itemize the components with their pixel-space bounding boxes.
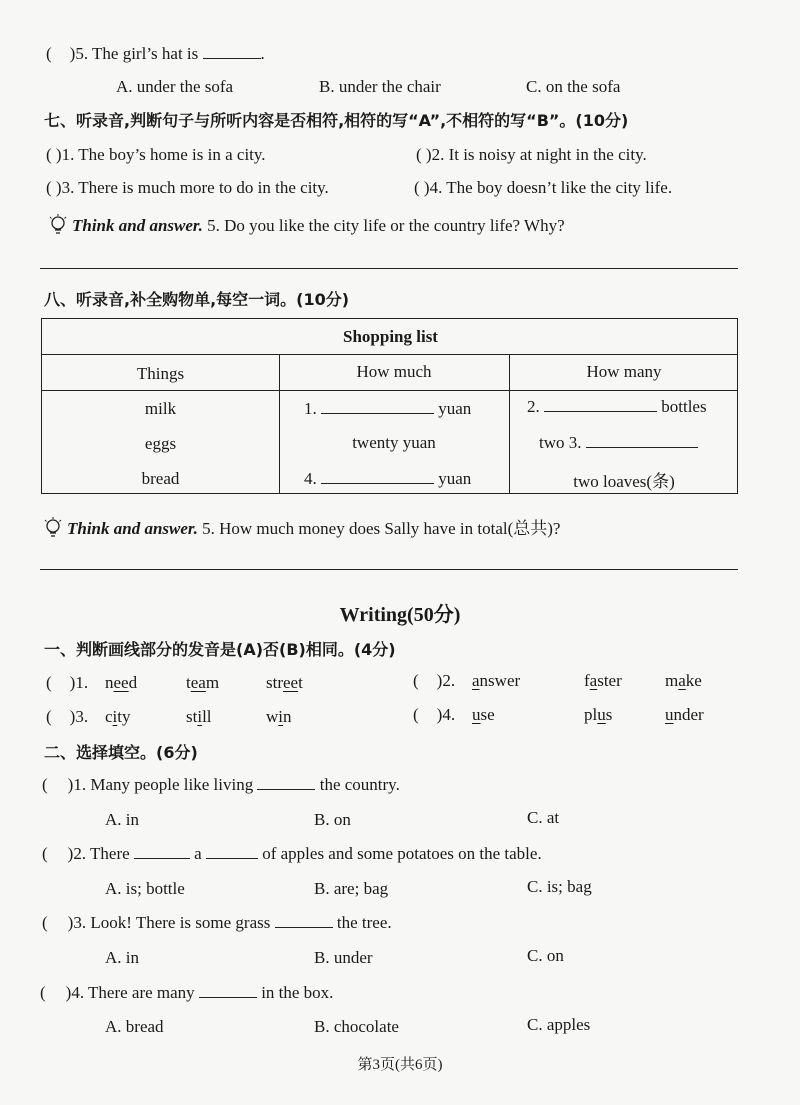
writing-part2-heading: 二、选择填空。(6分) [44, 743, 198, 762]
option-c: C. on the sofa [526, 77, 621, 96]
option-b: B. chocolate [314, 1017, 399, 1036]
p1-q4-word2: plus [584, 705, 613, 724]
cell-milk: milk [144, 399, 177, 418]
mc-q1-stem: ( )1. Many people like living the country. [42, 775, 400, 794]
p1-q1-num: ( )1. [46, 673, 89, 692]
mc-q3-stem: ( )3. Look! There is some grass the tree. [42, 913, 392, 932]
p1-q1-word2: team [186, 673, 220, 692]
question-6-5-stem: ( )5. The girl’s hat is . [46, 44, 265, 63]
table-title: Shopping list [343, 327, 438, 346]
p1-q3-word2: still [186, 707, 212, 726]
header-things: Things [136, 364, 185, 383]
option-b: B. on [314, 810, 351, 829]
section-7-heading: 七、听录音,判断句子与所听内容是否相符,相符的写“A”,不相符的写“B”。(10分) [44, 111, 629, 130]
s7-item-3: ( )3. There is much more to do in the city. [46, 178, 329, 197]
p1-q3-num: ( )3. [46, 707, 89, 726]
option-b: B. are; bag [314, 879, 389, 898]
p1-q1-word3: street [266, 673, 303, 692]
section-8-heading: 八、听录音,补全购物单,每空一词。(10分) [44, 290, 350, 309]
p1-q4-num: ( )4. [413, 705, 456, 724]
p1-q4-word3: under [665, 705, 704, 724]
answer-line [40, 569, 738, 570]
option-c: C. at [527, 808, 560, 827]
option-c: C. on [527, 946, 564, 965]
p1-q1-word1: need [105, 673, 138, 692]
cell-eggs: eggs [144, 434, 177, 453]
option-c: C. is; bag [527, 877, 592, 896]
think-question: 5. Do you like the city life or the country life? Why? [207, 216, 565, 235]
mc-q2-stem: ( )2. There a of apples and some potatoes on the table. [42, 844, 542, 863]
p1-q4-word1: use [472, 705, 495, 724]
lightbulb-icon [43, 517, 63, 539]
header-how-much: How much [356, 362, 432, 381]
cell-milk-price: 1. yuan [304, 399, 472, 418]
shopping-list-table [41, 318, 738, 494]
s8-think-answer [43, 514, 560, 539]
think-question: 5. How much money does Sally have in total(总共)? [202, 519, 561, 538]
s7-item-4: ( )4. The boy doesn’t like the city life. [414, 178, 673, 197]
cell-eggs-qty: two 3. [539, 433, 698, 453]
option-b: B. under the chair [319, 77, 441, 96]
p1-q2-num: ( )2. [413, 671, 456, 690]
option-a: A. in [105, 948, 139, 967]
cell-eggs-price: twenty yuan [352, 433, 436, 452]
option-a: A. bread [105, 1017, 164, 1036]
p1-q2-word1: answer [472, 671, 521, 690]
s7-item-1: ( )1. The boy’s home is in a city. [46, 145, 266, 164]
lightbulb-icon [48, 214, 68, 236]
option-b: B. under [314, 948, 373, 967]
think-label: Think and answer. [67, 519, 198, 538]
p1-q3-word1: city [105, 707, 131, 726]
writing-part1-heading: 一、判断画线部分的发音是(A)否(B)相同。(4分) [44, 640, 396, 659]
answer-line [40, 268, 738, 269]
cell-milk-qty: 2. bottles [527, 397, 707, 416]
mc-q4-stem: ( )4. There are many in the box. [40, 983, 334, 1002]
s7-think-answer [48, 214, 565, 236]
cell-bread-price: 4. yuan [304, 469, 472, 488]
option-a: A. is; bottle [105, 879, 185, 898]
cell-bread: bread [141, 469, 180, 488]
option-a: A. under the sofa [116, 77, 234, 96]
header-how-many: How many [586, 362, 662, 381]
think-label: Think and answer. [72, 216, 203, 235]
cell-bread-qty: two loaves(条) [573, 472, 675, 491]
p1-q3-word3: win [266, 707, 292, 726]
writing-title: Writing(50分) [339, 604, 461, 626]
option-c: C. apples [527, 1015, 591, 1034]
s7-item-2: ( )2. It is noisy at night in the city. [416, 145, 647, 164]
option-a: A. in [105, 810, 139, 829]
p1-q2-word2: faster [584, 671, 622, 690]
page-footer: 第3页(共6页) [357, 1057, 443, 1073]
p1-q2-word3: make [665, 671, 702, 690]
